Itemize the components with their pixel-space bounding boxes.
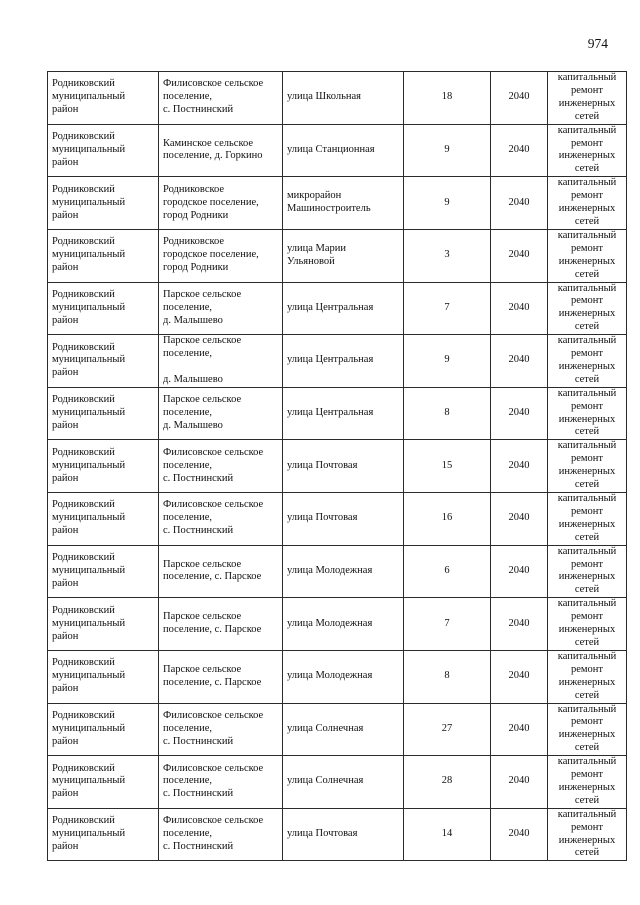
- work-type-line: сетей: [574, 373, 600, 385]
- settlement-cell: [159, 335, 283, 388]
- district-line: муниципальный: [52, 91, 126, 103]
- district-cell: [48, 650, 159, 703]
- street-cell: [283, 650, 404, 703]
- house-number-cell: 9: [404, 177, 491, 230]
- settlement-cell: [159, 387, 283, 440]
- district-line: Родниковский: [52, 288, 115, 300]
- work-type-line: сетей: [574, 636, 600, 648]
- year-cell: 2040: [491, 808, 548, 861]
- work-type-cell: [548, 124, 627, 177]
- settlement-line: Парское сельское: [163, 663, 242, 675]
- settlement-cell: [159, 650, 283, 703]
- table-row: [48, 493, 627, 546]
- settlement-line: поселение,: [163, 512, 213, 524]
- street-line: улица Почтовая: [287, 828, 358, 840]
- work-type-line: инженерных: [558, 308, 616, 320]
- district-line: муниципальный: [52, 407, 126, 419]
- settlement-line: поселение, с. Парское: [163, 571, 262, 583]
- work-type-line: ремонт: [570, 663, 603, 675]
- work-type-cell: [548, 177, 627, 230]
- year-cell: 2040: [491, 124, 548, 177]
- table-row: [48, 545, 627, 598]
- settlement-line: с. Постнинский: [163, 472, 234, 484]
- house-number-cell: 14: [404, 808, 491, 861]
- settlement-cell: [159, 756, 283, 809]
- table-row: [48, 72, 627, 125]
- district-line: муниципальный: [52, 301, 126, 313]
- work-type-line: капитальный: [557, 229, 617, 241]
- district-cell: [48, 335, 159, 388]
- settlement-line: д. Малышево: [163, 314, 223, 326]
- district-line: Родниковский: [52, 499, 115, 511]
- district-line: Родниковский: [52, 762, 115, 774]
- table-row: [48, 387, 627, 440]
- table-row: [48, 650, 627, 703]
- house-number-cell: 8: [404, 650, 491, 703]
- district-cell: [48, 703, 159, 756]
- street-line: улица Центральная: [287, 354, 374, 366]
- year-cell: 2040: [491, 177, 548, 230]
- house-number-cell: 27: [404, 703, 491, 756]
- table-row: [48, 229, 627, 282]
- table-row: [48, 598, 627, 651]
- year-cell: 2040: [491, 282, 548, 335]
- settlement-cell: [159, 282, 283, 335]
- settlement-line: Филисовское сельское: [163, 815, 264, 827]
- settlement-line: д. Малышево: [163, 420, 223, 432]
- work-type-line: инженерных: [558, 360, 616, 372]
- work-type-cell: [548, 229, 627, 282]
- district-cell: [48, 229, 159, 282]
- work-type-line: инженерных: [558, 203, 616, 215]
- work-type-cell: [548, 387, 627, 440]
- work-type-line: ремонт: [570, 84, 603, 96]
- district-line: муниципальный: [52, 354, 126, 366]
- settlement-line: д. Малышево: [163, 373, 223, 385]
- settlement-line: Филисовское сельское: [163, 78, 264, 90]
- work-type-line: сетей: [574, 321, 600, 333]
- street-cell: [283, 335, 404, 388]
- work-type-cell: [548, 650, 627, 703]
- work-type-line: капитальный: [557, 545, 617, 557]
- work-type-line: ремонт: [570, 769, 603, 781]
- settlement-cell: [159, 808, 283, 861]
- table-row: [48, 440, 627, 493]
- district-line: муниципальный: [52, 196, 126, 208]
- work-type-line: ремонт: [570, 505, 603, 517]
- settlement-line: городское поселение,: [163, 249, 259, 261]
- settlement-line: Филисовское сельское: [163, 709, 264, 721]
- work-type-line: инженерных: [558, 676, 616, 688]
- district-cell: [48, 72, 159, 125]
- street-cell: [283, 177, 404, 230]
- work-type-line: ремонт: [570, 400, 603, 412]
- district-line: район: [52, 367, 79, 379]
- settlement-line: Родниковское: [163, 236, 225, 248]
- work-type-line: сетей: [574, 110, 600, 122]
- settlement-cell: [159, 545, 283, 598]
- street-line: улица Центральная: [287, 301, 374, 313]
- street-cell: [283, 387, 404, 440]
- settlement-line: Филисовское сельское: [163, 499, 264, 511]
- year-cell: 2040: [491, 229, 548, 282]
- year-cell: 2040: [491, 440, 548, 493]
- year-cell: 2040: [491, 335, 548, 388]
- house-number-cell: 6: [404, 545, 491, 598]
- work-type-line: ремонт: [570, 558, 603, 570]
- work-type-cell: [548, 703, 627, 756]
- settlement-line: с. Постнинский: [163, 104, 234, 116]
- settlement-line: поселение,: [163, 722, 213, 734]
- work-type-line: капитальный: [557, 598, 617, 610]
- district-line: район: [52, 472, 79, 484]
- settlement-line: городское поселение,: [163, 196, 259, 208]
- work-type-line: инженерных: [558, 624, 616, 636]
- settlement-line: поселение,: [163, 775, 213, 787]
- street-cell: [283, 808, 404, 861]
- house-number-cell: 15: [404, 440, 491, 493]
- work-type-line: капитальный: [557, 177, 617, 189]
- work-type-line: инженерных: [558, 571, 616, 583]
- work-type-line: сетей: [574, 268, 600, 280]
- street-cell: [283, 493, 404, 546]
- house-number-cell: 7: [404, 598, 491, 651]
- settlement-line: с. Постнинский: [163, 788, 234, 800]
- work-type-cell: [548, 598, 627, 651]
- work-type-line: сетей: [574, 531, 600, 543]
- settlement-line: Филисовское сельское: [163, 446, 264, 458]
- district-line: район: [52, 788, 79, 800]
- district-cell: [48, 598, 159, 651]
- street-line: улица Станционная: [287, 143, 375, 155]
- settlement-cell: [159, 703, 283, 756]
- street-cell: [283, 72, 404, 125]
- work-type-line: инженерных: [558, 97, 616, 109]
- street-line: Машиностроитель: [287, 203, 371, 215]
- district-cell: [48, 387, 159, 440]
- district-cell: [48, 440, 159, 493]
- work-type-cell: [548, 335, 627, 388]
- district-line: район: [52, 420, 79, 432]
- district-line: Родниковский: [52, 446, 115, 458]
- district-line: Родниковский: [52, 552, 115, 564]
- district-line: район: [52, 577, 79, 589]
- table-row: [48, 756, 627, 809]
- district-cell: [48, 808, 159, 861]
- work-type-line: капитальный: [557, 335, 617, 347]
- street-cell: [283, 598, 404, 651]
- district-line: Родниковский: [52, 657, 115, 669]
- district-line: район: [52, 525, 79, 537]
- settlement-line: Парское сельское: [163, 558, 242, 570]
- settlement-line: поселение, д. Горкино: [163, 150, 263, 162]
- work-type-cell: [548, 545, 627, 598]
- work-type-line: сетей: [574, 847, 600, 859]
- district-line: Родниковский: [52, 183, 115, 195]
- work-type-line: ремонт: [570, 821, 603, 833]
- house-number-cell: 18: [404, 72, 491, 125]
- work-type-line: сетей: [574, 742, 600, 754]
- settlement-line: Парское сельское: [163, 394, 242, 406]
- settlement-line: Филисовское сельское: [163, 762, 264, 774]
- work-type-line: сетей: [574, 215, 600, 227]
- street-cell: [283, 756, 404, 809]
- settlement-line: поселение,: [163, 91, 213, 103]
- table-row: [48, 808, 627, 861]
- settlement-line: поселение, с. Парское: [163, 624, 262, 636]
- work-type-line: капитальный: [557, 703, 617, 715]
- settlement-line: Каминское сельское: [163, 137, 254, 149]
- street-line: улица Марии: [287, 242, 347, 254]
- settlement-line: Парское сельское: [163, 288, 242, 300]
- work-type-cell: [548, 493, 627, 546]
- district-line: район: [52, 683, 79, 695]
- street-line: Ульяновой: [287, 255, 335, 267]
- work-type-cell: [548, 756, 627, 809]
- work-type-cell: [548, 808, 627, 861]
- housing-repair-table: [47, 71, 627, 861]
- house-number-cell: 16: [404, 493, 491, 546]
- work-type-cell: [548, 72, 627, 125]
- district-line: Родниковский: [52, 815, 115, 827]
- settlement-cell: [159, 493, 283, 546]
- work-type-line: сетей: [574, 689, 600, 701]
- work-type-line: капитальный: [557, 72, 617, 83]
- work-type-line: инженерных: [558, 150, 616, 162]
- settlement-cell: [159, 598, 283, 651]
- district-line: муниципальный: [52, 617, 126, 629]
- district-line: Родниковский: [52, 709, 115, 721]
- settlement-line: Парское сельское: [163, 335, 242, 347]
- settlement-line: город Родники: [163, 262, 229, 274]
- settlement-line: поселение,: [163, 301, 213, 313]
- district-line: район: [52, 314, 79, 326]
- street-line: улица Солнечная: [287, 775, 364, 787]
- work-type-line: ремонт: [570, 190, 603, 202]
- street-line: улица Молодежная: [287, 670, 373, 682]
- house-number-cell: 9: [404, 335, 491, 388]
- work-type-line: капитальный: [557, 493, 617, 504]
- district-cell: [48, 282, 159, 335]
- work-type-line: ремонт: [570, 348, 603, 360]
- district-line: район: [52, 841, 79, 853]
- street-line: улица Школьная: [287, 91, 361, 103]
- page-number: 974: [587, 36, 608, 51]
- settlement-cell: [159, 177, 283, 230]
- work-type-line: капитальный: [557, 282, 617, 294]
- work-type-cell: [548, 282, 627, 335]
- table-row: [48, 177, 627, 230]
- settlement-line: поселение,: [163, 407, 213, 419]
- settlement-line: поселение,: [163, 459, 213, 471]
- house-number-cell: 8: [404, 387, 491, 440]
- house-number-cell: 7: [404, 282, 491, 335]
- district-line: Родниковский: [52, 604, 115, 616]
- district-line: муниципальный: [52, 249, 126, 261]
- district-cell: [48, 177, 159, 230]
- work-type-line: сетей: [574, 426, 600, 438]
- street-cell: [283, 282, 404, 335]
- street-line: улица Молодежная: [287, 564, 373, 576]
- district-line: район: [52, 156, 79, 168]
- district-cell: [48, 545, 159, 598]
- work-type-line: капитальный: [557, 650, 617, 662]
- settlement-cell: [159, 229, 283, 282]
- district-line: муниципальный: [52, 828, 126, 840]
- table-row: [48, 703, 627, 756]
- district-line: муниципальный: [52, 512, 126, 524]
- year-cell: 2040: [491, 756, 548, 809]
- settlement-line: Парское сельское: [163, 611, 242, 623]
- settlement-line: с. Постнинский: [163, 525, 234, 537]
- work-type-line: ремонт: [570, 453, 603, 465]
- work-type-line: сетей: [574, 479, 600, 491]
- year-cell: 2040: [491, 598, 548, 651]
- district-line: муниципальный: [52, 670, 126, 682]
- work-type-line: сетей: [574, 163, 600, 175]
- work-type-line: инженерных: [558, 729, 616, 741]
- settlement-line: поселение, с. Парское: [163, 676, 262, 688]
- district-cell: [48, 756, 159, 809]
- year-cell: 2040: [491, 72, 548, 125]
- street-cell: [283, 703, 404, 756]
- settlement-line: с. Постнинский: [163, 735, 234, 747]
- district-cell: [48, 493, 159, 546]
- work-type-line: инженерных: [558, 466, 616, 478]
- settlement-line: поселение,: [163, 348, 213, 360]
- work-type-line: инженерных: [558, 834, 616, 846]
- district-line: район: [52, 209, 79, 221]
- district-line: Родниковский: [52, 131, 115, 143]
- work-type-line: инженерных: [558, 518, 616, 530]
- district-line: район: [52, 104, 79, 116]
- work-type-line: капитальный: [557, 124, 617, 136]
- settlement-line: Родниковское: [163, 183, 225, 195]
- year-cell: 2040: [491, 545, 548, 598]
- work-type-line: инженерных: [558, 255, 616, 267]
- work-type-line: ремонт: [570, 242, 603, 254]
- street-line: улица Почтовая: [287, 459, 358, 471]
- district-line: муниципальный: [52, 775, 126, 787]
- work-type-line: капитальный: [557, 387, 617, 399]
- district-line: район: [52, 735, 79, 747]
- district-line: муниципальный: [52, 143, 126, 155]
- district-line: муниципальный: [52, 459, 126, 471]
- street-line: улица Молодежная: [287, 617, 373, 629]
- settlement-line: поселение,: [163, 828, 213, 840]
- district-line: Родниковский: [52, 236, 115, 248]
- district-line: Родниковский: [52, 394, 115, 406]
- district-line: муниципальный: [52, 722, 126, 734]
- work-type-line: инженерных: [558, 781, 616, 793]
- year-cell: 2040: [491, 703, 548, 756]
- work-type-cell: [548, 440, 627, 493]
- street-cell: [283, 229, 404, 282]
- work-type-line: ремонт: [570, 611, 603, 623]
- year-cell: 2040: [491, 650, 548, 703]
- district-line: муниципальный: [52, 564, 126, 576]
- settlement-cell: [159, 72, 283, 125]
- street-line: улица Солнечная: [287, 722, 364, 734]
- table-row: [48, 124, 627, 177]
- street-line: улица Почтовая: [287, 512, 358, 524]
- year-cell: 2040: [491, 493, 548, 546]
- district-line: Родниковский: [52, 78, 115, 90]
- work-type-line: капитальный: [557, 756, 617, 768]
- district-line: район: [52, 262, 79, 274]
- work-type-line: инженерных: [558, 413, 616, 425]
- work-type-line: ремонт: [570, 716, 603, 728]
- district-line: Родниковский: [52, 341, 115, 353]
- work-type-line: капитальный: [557, 440, 617, 452]
- street-line: улица Центральная: [287, 407, 374, 419]
- settlement-cell: [159, 440, 283, 493]
- street-cell: [283, 545, 404, 598]
- work-type-line: капитальный: [557, 808, 617, 820]
- work-type-line: сетей: [574, 584, 600, 596]
- house-number-cell: 28: [404, 756, 491, 809]
- settlement-line: с. Постнинский: [163, 841, 234, 853]
- work-type-line: ремонт: [570, 295, 603, 307]
- settlement-line: [163, 361, 278, 374]
- street-line: микрорайон: [287, 190, 342, 202]
- settlement-line: город Родники: [163, 209, 229, 221]
- district-cell: [48, 124, 159, 177]
- work-type-line: ремонт: [570, 137, 603, 149]
- street-cell: [283, 440, 404, 493]
- house-number-cell: 9: [404, 124, 491, 177]
- work-type-line: сетей: [574, 794, 600, 806]
- street-cell: [283, 124, 404, 177]
- year-cell: 2040: [491, 387, 548, 440]
- table-row: [48, 335, 627, 388]
- table-body: [48, 72, 627, 861]
- settlement-cell: [159, 124, 283, 177]
- table-row: [48, 282, 627, 335]
- house-number-cell: 3: [404, 229, 491, 282]
- district-line: район: [52, 630, 79, 642]
